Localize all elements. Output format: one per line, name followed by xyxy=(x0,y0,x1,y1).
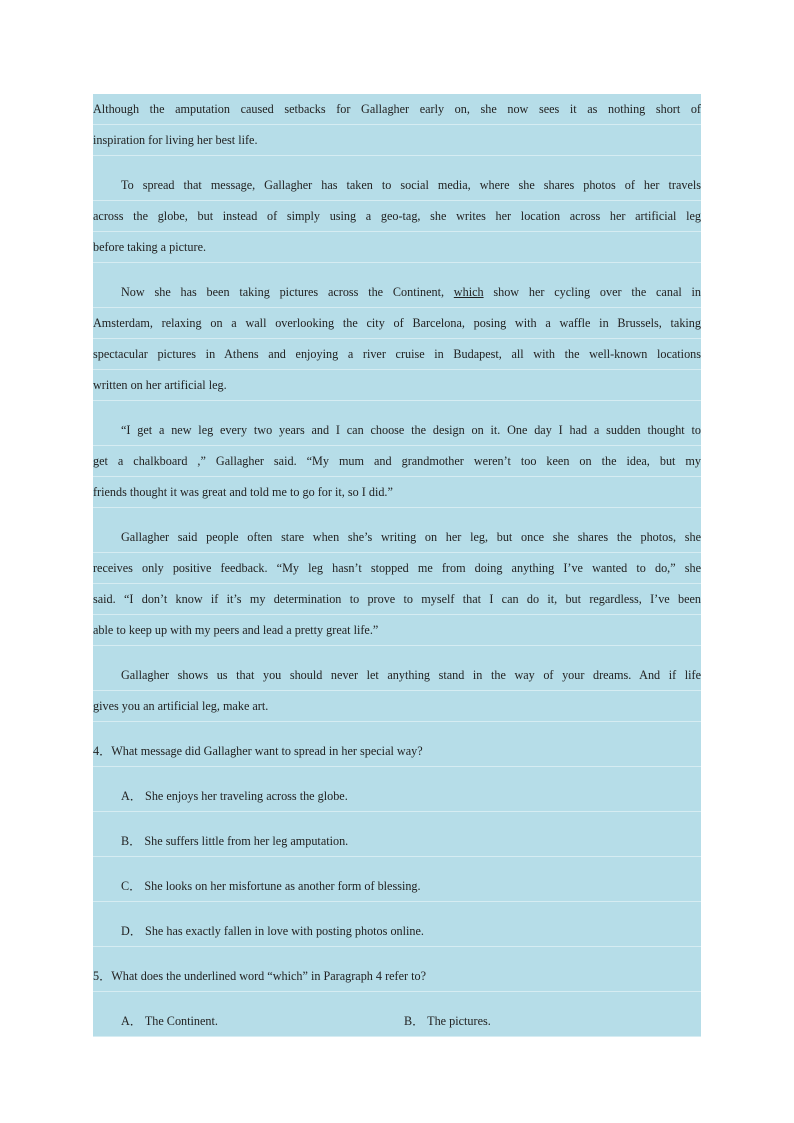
option-a: A． The Continent. xyxy=(121,1014,218,1028)
passage-line-with-underlined-word xyxy=(93,277,701,308)
passage-line: spectacular pictures in Athens and enjoying a river cruise in Budapest, all with the well-known locations xyxy=(93,339,701,370)
passage-line: gives you an artificial leg, make art. xyxy=(93,691,701,722)
options-row xyxy=(93,1006,701,1037)
exam-sheet xyxy=(93,94,701,1037)
paragraph-gap xyxy=(93,767,701,781)
passage-line: Gallagher shows us that you should never let anything stand in the way of your dreams. And if life xyxy=(93,660,701,691)
paragraph-gap xyxy=(93,263,701,277)
passage-line: To spread that message, Gallagher has taken to social media, where she shares photos of her travels xyxy=(93,170,701,201)
option-a: A． She enjoys her traveling across the globe. xyxy=(93,781,701,812)
option-c: C． She looks on her misfortune as another form of blessing. xyxy=(93,871,701,902)
option-d: D． She has exactly fallen in love with posting photos online. xyxy=(93,916,701,947)
passage-line: written on her artificial leg. xyxy=(93,370,701,401)
paragraph-gap xyxy=(93,156,701,170)
paragraph-gap xyxy=(93,722,701,736)
passage-line: said. “I don’t know if it’s my determination to prove to myself that I can do it, but regardless, I’ve been xyxy=(93,584,701,615)
paragraph-gap xyxy=(93,508,701,522)
passage-line: friends thought it was great and told me to go for it, so I did.” xyxy=(93,477,701,508)
passage-line: Although the amputation caused setbacks for Gallagher early on, she now sees it as nothing short of xyxy=(93,94,701,125)
paragraph-gap xyxy=(93,902,701,916)
text-segment: Now she has been taking pictures across the Continent, xyxy=(121,285,454,299)
paragraph-gap xyxy=(93,812,701,826)
passage-line: get a chalkboard ,” Gallagher said. “My mum and grandmother weren’t too keen on the idea, but my xyxy=(93,446,701,477)
passage-line: “I get a new leg every two years and I can choose the design on it. One day I had a sudden thought to xyxy=(93,415,701,446)
passage-line: across the globe, but instead of simply using a geo-tag, she writes her location across her artificial leg xyxy=(93,201,701,232)
underlined-word-which: which xyxy=(453,285,484,299)
paragraph-gap xyxy=(93,401,701,415)
question-stem: 5．What does the underlined word “which” in Paragraph 4 refer to? xyxy=(93,961,701,992)
text-segment: show her cycling over the canal in xyxy=(483,285,701,299)
passage-line: before taking a picture. xyxy=(93,232,701,263)
paragraph-gap xyxy=(93,992,701,1006)
option-b: B． She suffers little from her leg amputation. xyxy=(93,826,701,857)
passage-line: able to keep up with my peers and lead a pretty great life.” xyxy=(93,615,701,646)
question-stem: 4．What message did Gallagher want to spread in her special way? xyxy=(93,736,701,767)
passage-line: receives only positive feedback. “My leg hasn’t stopped me from doing anything I’ve wanted to do,” she xyxy=(93,553,701,584)
option-b: B． The pictures. xyxy=(404,1014,491,1028)
passage-line: Gallagher said people often stare when she’s writing on her leg, but once she shares the photos, she xyxy=(93,522,701,553)
paragraph-gap xyxy=(93,857,701,871)
passage-line: Amsterdam, relaxing on a wall overlooking the city of Barcelona, posing with a waffle in Brussels, taking xyxy=(93,308,701,339)
paragraph-gap xyxy=(93,646,701,660)
passage-line: inspiration for living her best life. xyxy=(93,125,701,156)
paragraph-gap xyxy=(93,947,701,961)
